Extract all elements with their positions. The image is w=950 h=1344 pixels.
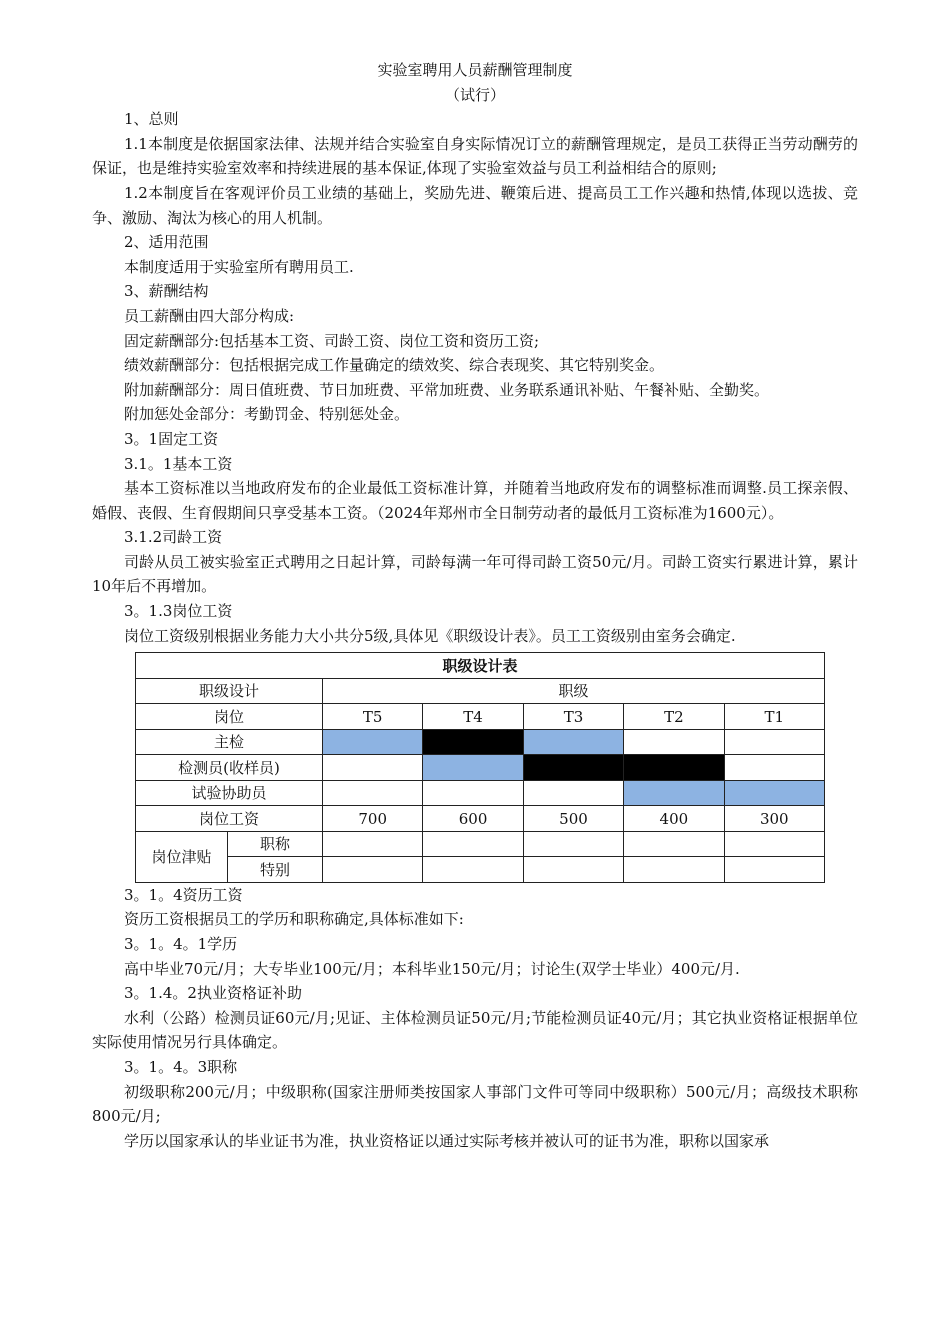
level-fill-cell bbox=[523, 780, 623, 806]
paragraph: 初级职称200元/月；中级职称(国家注册师类按国家人事部门文件可等同中级职称）500元/月；高级技术职称800元/月; bbox=[92, 1082, 858, 1126]
allowance-cell bbox=[724, 831, 824, 857]
paragraph: 固定薪酬部分:包括基本工资、司龄工资、岗位工资和资历工资; bbox=[124, 331, 540, 350]
paragraph: 1.1本制度是依据国家法律、法规并结合实验室自身实际情况订立的薪酬管理规定，是员工获得正当劳动酬劳的保证，也是维持实验室效率和持续进展的基本保证,体现了实验室效益与员工利益相结合的原则; bbox=[92, 134, 858, 178]
header-position: 岗位 bbox=[136, 704, 323, 730]
salary-cell: 400 bbox=[624, 806, 724, 832]
role-row bbox=[136, 755, 825, 781]
allowance-cell bbox=[624, 831, 724, 857]
allowance-cell bbox=[523, 857, 623, 883]
role-rows bbox=[136, 729, 825, 806]
header-grade-design: 职级设计 bbox=[136, 678, 323, 704]
allowance-sub-special: 特别 bbox=[228, 857, 323, 883]
paragraph: 3。1.3岗位工资 bbox=[124, 602, 233, 621]
paragraph: 3。1。4。3职称 bbox=[124, 1057, 238, 1076]
allowance-cell bbox=[323, 831, 423, 857]
paragraph: 司龄从员工被实验室正式聘用之日起计算，司龄每满一年可得司龄工资50元/月。司龄工资实行累进计算，累计10年后不再增加。 bbox=[92, 552, 858, 596]
allowance-cell bbox=[724, 857, 824, 883]
level-header-cell: T4 bbox=[423, 704, 523, 730]
allowance-cell bbox=[423, 857, 523, 883]
allowance-label: 岗位津贴 bbox=[136, 831, 228, 882]
section-before-table bbox=[92, 107, 858, 648]
document-title: 实验室聘用人员薪酬管理制度 bbox=[377, 61, 573, 79]
level-fill-cell bbox=[323, 729, 423, 755]
allowance-sub-title: 职称 bbox=[228, 831, 323, 857]
paragraph: 资历工资根据员工的学历和职称确定,具体标准如下: bbox=[124, 910, 464, 929]
level-fill-cell bbox=[423, 780, 523, 806]
document-content bbox=[92, 58, 858, 1153]
paragraph: 绩效薪酬部分：包括根据完成工作量确定的绩效奖、综合表现奖、其它特别奖金。 bbox=[124, 356, 665, 375]
level-header-cell: T3 bbox=[523, 704, 623, 730]
grade-design-table bbox=[135, 652, 825, 883]
paragraph: 3.1。1基本工资 bbox=[124, 454, 233, 473]
level-header-cell: T5 bbox=[323, 704, 423, 730]
salary-cell: 700 bbox=[323, 806, 423, 832]
paragraph: 1、总则 bbox=[124, 110, 179, 129]
level-fill-cell bbox=[523, 755, 623, 781]
paragraph: 3、薪酬结构 bbox=[124, 282, 209, 301]
allowance-row-title bbox=[136, 831, 825, 857]
section-after-table bbox=[92, 883, 858, 1154]
document-subtitle: （试行） bbox=[444, 85, 505, 104]
role-row bbox=[136, 780, 825, 806]
level-fill-cell bbox=[624, 729, 724, 755]
role-name: 主检 bbox=[136, 729, 323, 755]
paragraph: 3。1.4。2执业资格证补助 bbox=[124, 984, 302, 1003]
allowance-cell bbox=[624, 857, 724, 883]
paragraph: 1.2本制度旨在客观评价员工业绩的基础上，奖励先进、鞭策后进、提高员工工作兴趣和热情,体现以选拔、竞争、激励、淘汰为核心的用人机制。 bbox=[92, 183, 858, 227]
role-name: 试验协助员 bbox=[136, 780, 323, 806]
level-fill-cell bbox=[423, 755, 523, 781]
level-fill-cell bbox=[624, 755, 724, 781]
allowance-cell bbox=[523, 831, 623, 857]
level-fill-cell bbox=[423, 729, 523, 755]
paragraph: 3.1.2司龄工资 bbox=[124, 528, 223, 547]
paragraph: 岗位工资级别根据业务能力大小共分5级,具体见《职级设计表》。员工工资级别由室务会确定. bbox=[124, 626, 736, 645]
salary-cell: 300 bbox=[724, 806, 824, 832]
table-caption: 职级设计表 bbox=[136, 653, 825, 679]
paragraph: 3。1。4。1学历 bbox=[124, 934, 238, 953]
level-fill-cell bbox=[323, 780, 423, 806]
allowance-cell bbox=[323, 857, 423, 883]
level-fill-cell bbox=[724, 729, 824, 755]
paragraph: 学历以国家承认的毕业证书为准，执业资格证以通过实际考核并被认可的证书为准，职称以国家承 bbox=[124, 1131, 770, 1150]
level-fill-cell bbox=[624, 780, 724, 806]
header-grade-group: 职级 bbox=[323, 678, 825, 704]
salary-cell: 500 bbox=[523, 806, 623, 832]
level-fill-cell bbox=[323, 755, 423, 781]
paragraph: 水利（公路）检测员证60元/月;见证、主体检测员证50元/月;节能检测员证40元/月；其它执业资格证根据单位实际使用情况另行具体确定。 bbox=[92, 1008, 858, 1052]
level-header-cell: T2 bbox=[624, 704, 724, 730]
salary-cell: 600 bbox=[423, 806, 523, 832]
level-fill-cell bbox=[724, 780, 824, 806]
allowance-cell bbox=[423, 831, 523, 857]
salary-label: 岗位工资 bbox=[136, 806, 323, 832]
paragraph: 员工薪酬由四大部分构成: bbox=[124, 306, 295, 325]
role-name: 检测员(收样员) bbox=[136, 755, 323, 781]
paragraph: 3。1。4资历工资 bbox=[124, 885, 243, 904]
allowance-row-special bbox=[136, 857, 825, 883]
paragraph: 本制度适用于实验室所有聘用员工. bbox=[124, 257, 354, 276]
level-fill-cell bbox=[523, 729, 623, 755]
role-row bbox=[136, 729, 825, 755]
paragraph: 附加惩处金部分：考勤罚金、特别惩处金。 bbox=[124, 405, 410, 424]
paragraph: 3。1固定工资 bbox=[124, 429, 219, 448]
paragraph: 2、适用范围 bbox=[124, 233, 209, 252]
level-fill-cell bbox=[724, 755, 824, 781]
salary-row bbox=[136, 806, 825, 832]
paragraph: 基本工资标准以当地政府发布的企业最低工资标准计算，并随着当地政府发布的调整标准而调整.员工探亲假、婚假、丧假、生育假期间只享受基本工资。（2024年郑州市全日制劳动者的最低月工资标准为1600元）。 bbox=[92, 479, 858, 522]
paragraph: 高中毕业70元/月；大专毕业100元/月；本科毕业150元/月；讨论生(双学士毕业）400元/月. bbox=[124, 959, 740, 978]
paragraph: 附加薪酬部分：周日值班费、节日加班费、平常加班费、业务联系通讯补贴、午餐补贴、全勤奖。 bbox=[124, 380, 770, 399]
level-header-row bbox=[136, 704, 825, 730]
level-header-cell: T1 bbox=[724, 704, 824, 730]
